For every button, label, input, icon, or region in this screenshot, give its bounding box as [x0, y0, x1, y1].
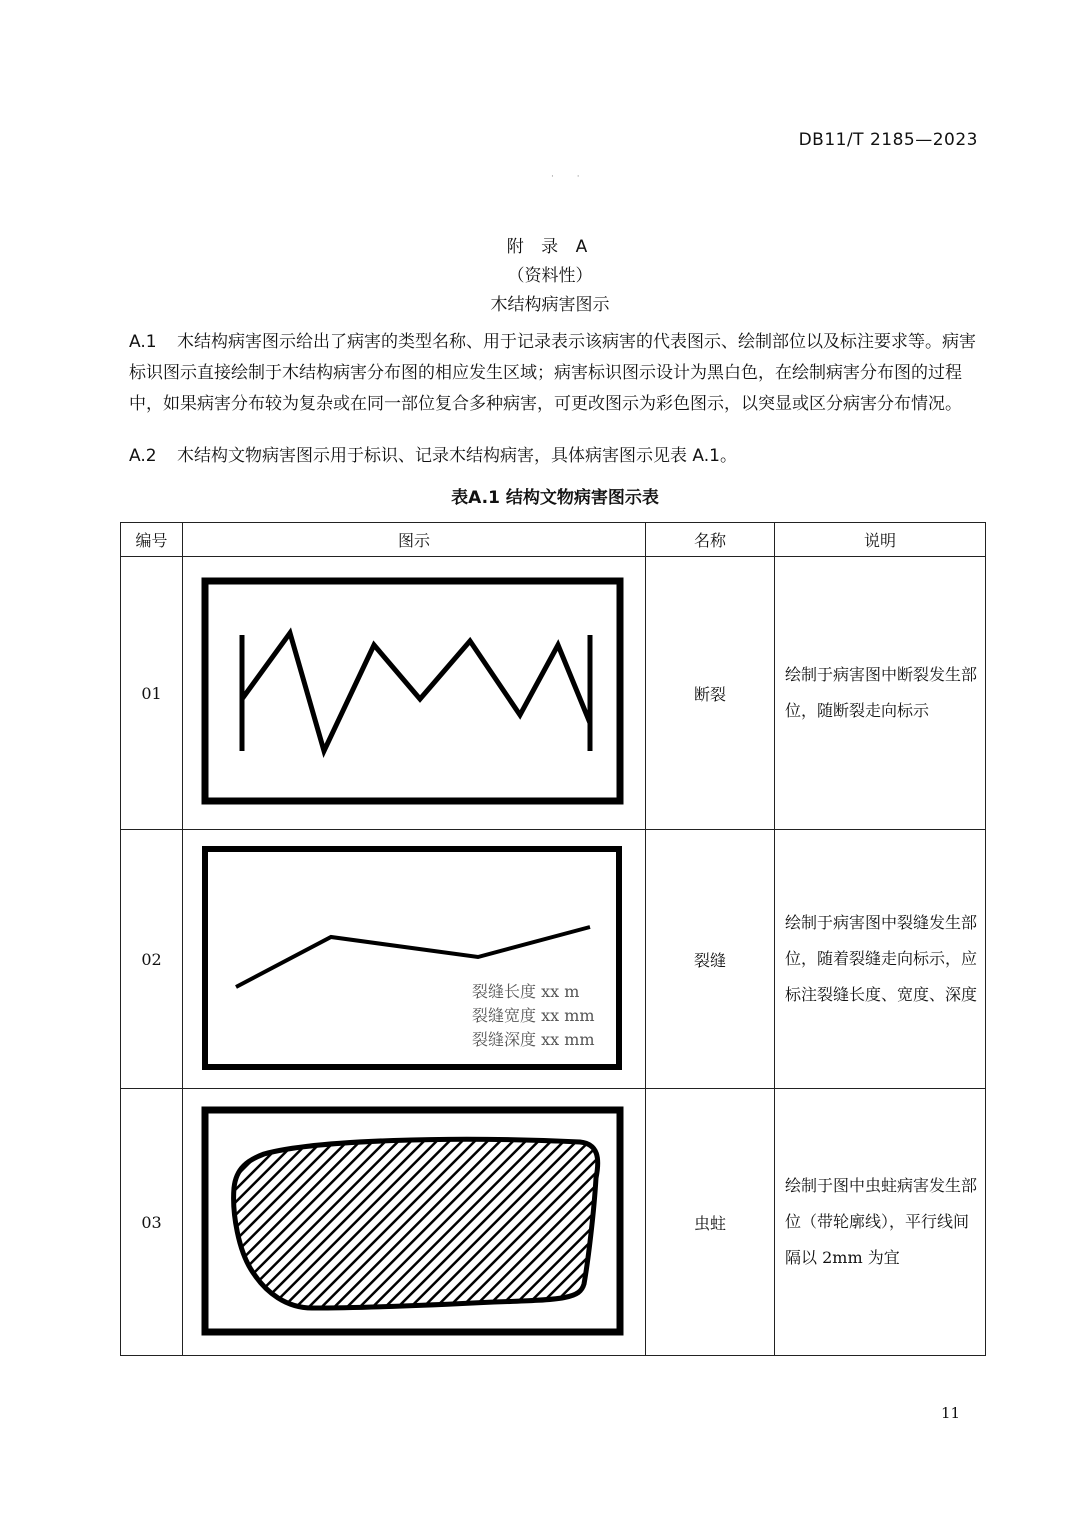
header-description: 说明: [775, 523, 986, 557]
row-name: 裂缝: [646, 830, 775, 1089]
table-caption: 表A.1 结构文物病害图示表: [451, 488, 659, 508]
appendix-name: 木结构病害图示: [490, 295, 610, 315]
fracture-symbol-icon: [194, 573, 634, 813]
row-name: 虫蛀: [646, 1089, 775, 1356]
paragraph-number: A.2: [129, 446, 157, 466]
table-header-row: [121, 523, 986, 557]
page-number: 11: [941, 1404, 961, 1422]
header-name: 名称: [646, 523, 775, 557]
figure-cell: [183, 830, 646, 1089]
paragraph-a2: [129, 441, 979, 472]
row-description: 绘制于病害图中断裂发生部位，随断裂走向标示: [775, 557, 986, 830]
figure-cell: [183, 557, 646, 830]
crack-width-label: 裂缝宽度 xx mm: [472, 1006, 595, 1025]
header-number: 编号: [121, 523, 183, 557]
figure-cell: [183, 1089, 646, 1356]
row-number: 01: [121, 557, 183, 830]
row-number: 02: [121, 830, 183, 1089]
crack-symbol-icon: [194, 841, 634, 1077]
crack-depth-label: 裂缝深度 xx mm: [472, 1030, 595, 1049]
appendix-title: 附 录 A: [506, 237, 594, 257]
paragraph-a1: [129, 327, 979, 420]
paragraph-text: 木结构病害图示给出了病害的类型名称、用于记录表示该病害的代表图示、绘制部位以及标注要求等。病害标识图示直接绘制于木结构病害分布图的相应发生区域；病害标识图示设计为黑白色，在绘制病害分布图的过程中，如果病害分布较为复杂或在同一部位复合多种病害，可更改图示为彩色图示，以突显或区分病害分布情况。: [129, 332, 976, 414]
row-number: 03: [121, 1089, 183, 1356]
row-name: 断裂: [646, 557, 775, 830]
decorative-dots: · ·: [551, 172, 590, 182]
paragraph-text: 木结构文物病害图示用于标识、记录木结构病害，具体病害图示见表 A.1。: [177, 446, 737, 466]
row-description: 绘制于图中虫蛀病害发生部位（带轮廓线），平行线间隔以 2mm 为宜: [775, 1089, 986, 1356]
header-figure: 图示: [183, 523, 646, 557]
table-row: [121, 830, 986, 1089]
crack-length-label: 裂缝长度 xx m: [472, 982, 580, 1001]
insect-damage-symbol-icon: [194, 1102, 634, 1342]
paragraph-number: A.1: [129, 332, 157, 352]
standard-code: DB11/T 2185—2023: [798, 130, 978, 150]
appendix-type: （资料性）: [507, 266, 593, 286]
table-row: [121, 1089, 986, 1356]
row-description: 绘制于病害图中裂缝发生部位，随着裂缝走向标示，应标注裂缝长度、宽度、深度: [775, 830, 986, 1089]
damage-legend-table: [120, 522, 986, 1356]
table-row: [121, 557, 986, 830]
